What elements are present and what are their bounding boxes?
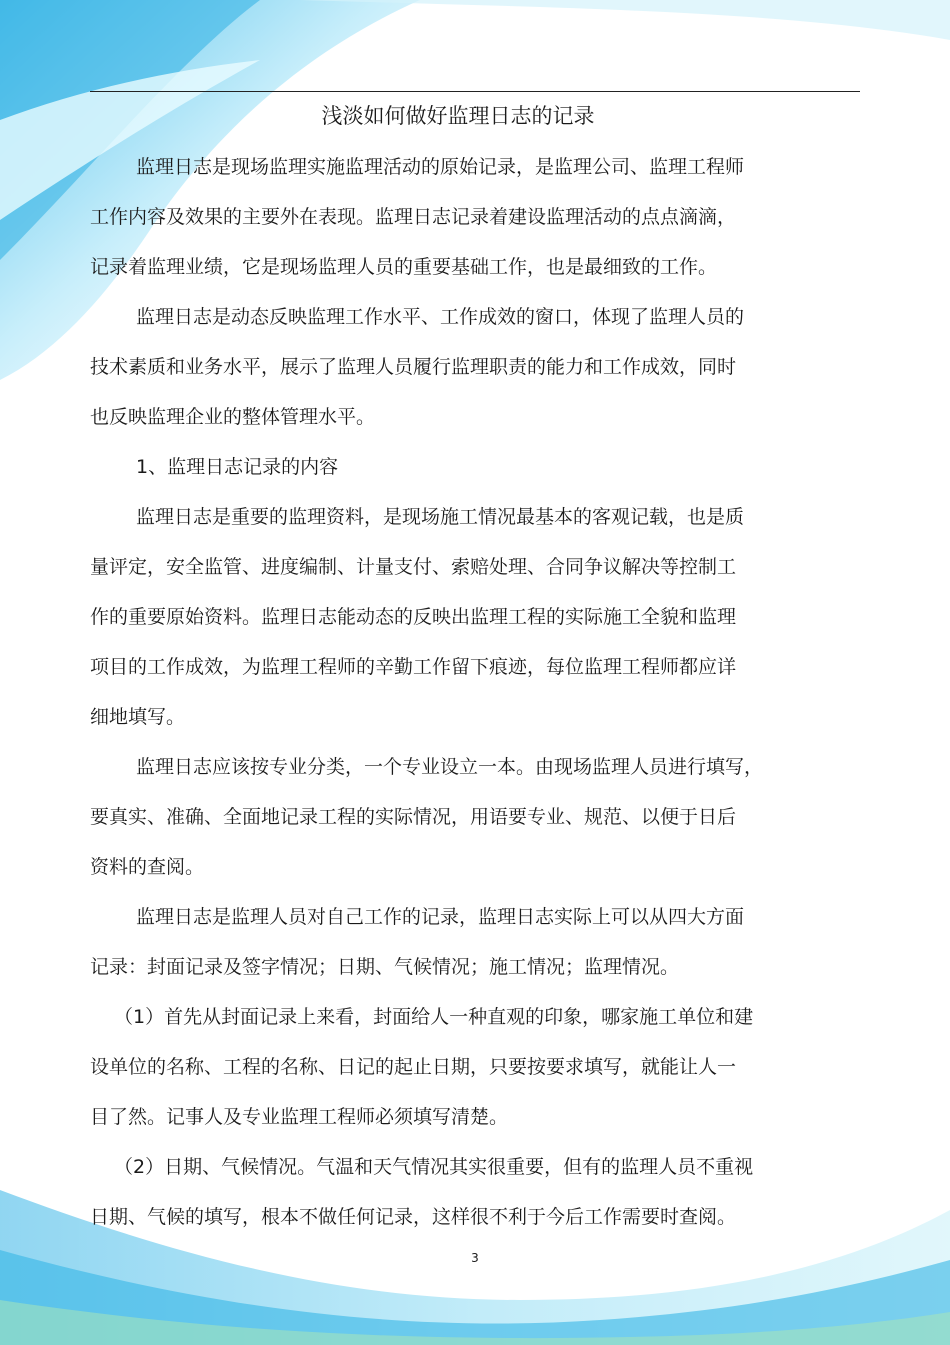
text-line: 监理日志是重要的监理资料，是现场施工情况最基本的客观记载，也是质 xyxy=(136,506,745,528)
text-line: 作的重要原始资料。监理日志能动态的反映出监理工程的实际施工全貌和监理 xyxy=(90,606,737,628)
text-line: 监理日志是现场监理实施监理活动的原始记录，是监理公司、监理工程师 xyxy=(136,156,745,178)
document-title: 浅淡如何做好监理日志的记录 xyxy=(321,104,595,128)
text-line: 记录着监理业绩，它是现场监理人员的重要基础工作，也是最细致的工作。 xyxy=(90,256,718,278)
text-line: 监理日志应该按专业分类，一个专业设立一本。由现场监理人员进行填写， xyxy=(136,756,764,778)
text-line: 记录：封面记录及签字情况；日期、气候情况；施工情况；监理情况。 xyxy=(90,956,680,978)
text-line: （1）首先从封面记录上来看，封面给人一种直观的印象，哪家施工单位和建 xyxy=(114,1006,754,1028)
text-line: 日期、气候的填写，根本不做任何记录，这样很不利于今后工作需要时查阅。 xyxy=(90,1206,737,1228)
text-line: 工作内容及效果的主要外在表现。监理日志记录着建设监理活动的点点滴滴， xyxy=(90,206,737,228)
text-line: （2）日期、气候情况。气温和天气情况其实很重要，但有的监理人员不重视 xyxy=(114,1156,754,1178)
header-rule xyxy=(90,91,860,92)
text-line: 技术素质和业务水平，展示了监理人员履行监理职责的能力和工作成效，同时 xyxy=(90,356,737,378)
section-heading: 1、监理日志记录的内容 xyxy=(136,456,339,478)
text-line: 设单位的名称、工程的名称、日记的起止日期，只要按要求填写，就能让人一 xyxy=(90,1056,737,1078)
text-line: 也反映监理企业的整体管理水平。 xyxy=(90,406,376,428)
text-line: 要真实、准确、全面地记录工程的实际情况，用语要专业、规范、以便于日后 xyxy=(90,806,737,828)
text-line: 资料的查阅。 xyxy=(90,856,205,878)
text-line: 项目的工作成效，为监理工程师的辛勤工作留下痕迹，每位监理工程师都应详 xyxy=(90,656,737,678)
text-line: 监理日志是监理人员对自己工作的记录，监理日志实际上可以从四大方面 xyxy=(136,906,745,928)
page-number: 3 xyxy=(471,1251,479,1265)
text-line: 监理日志是动态反映监理工作水平、工作成效的窗口，体现了监理人员的 xyxy=(136,306,745,328)
text-line: 量评定，安全监管、进度编制、计量支付、索赔处理、合同争议解决等控制工 xyxy=(90,556,737,578)
text-line: 目了然。记事人及专业监理工程师必须填写清楚。 xyxy=(90,1106,509,1128)
text-line: 细地填写。 xyxy=(90,706,186,728)
